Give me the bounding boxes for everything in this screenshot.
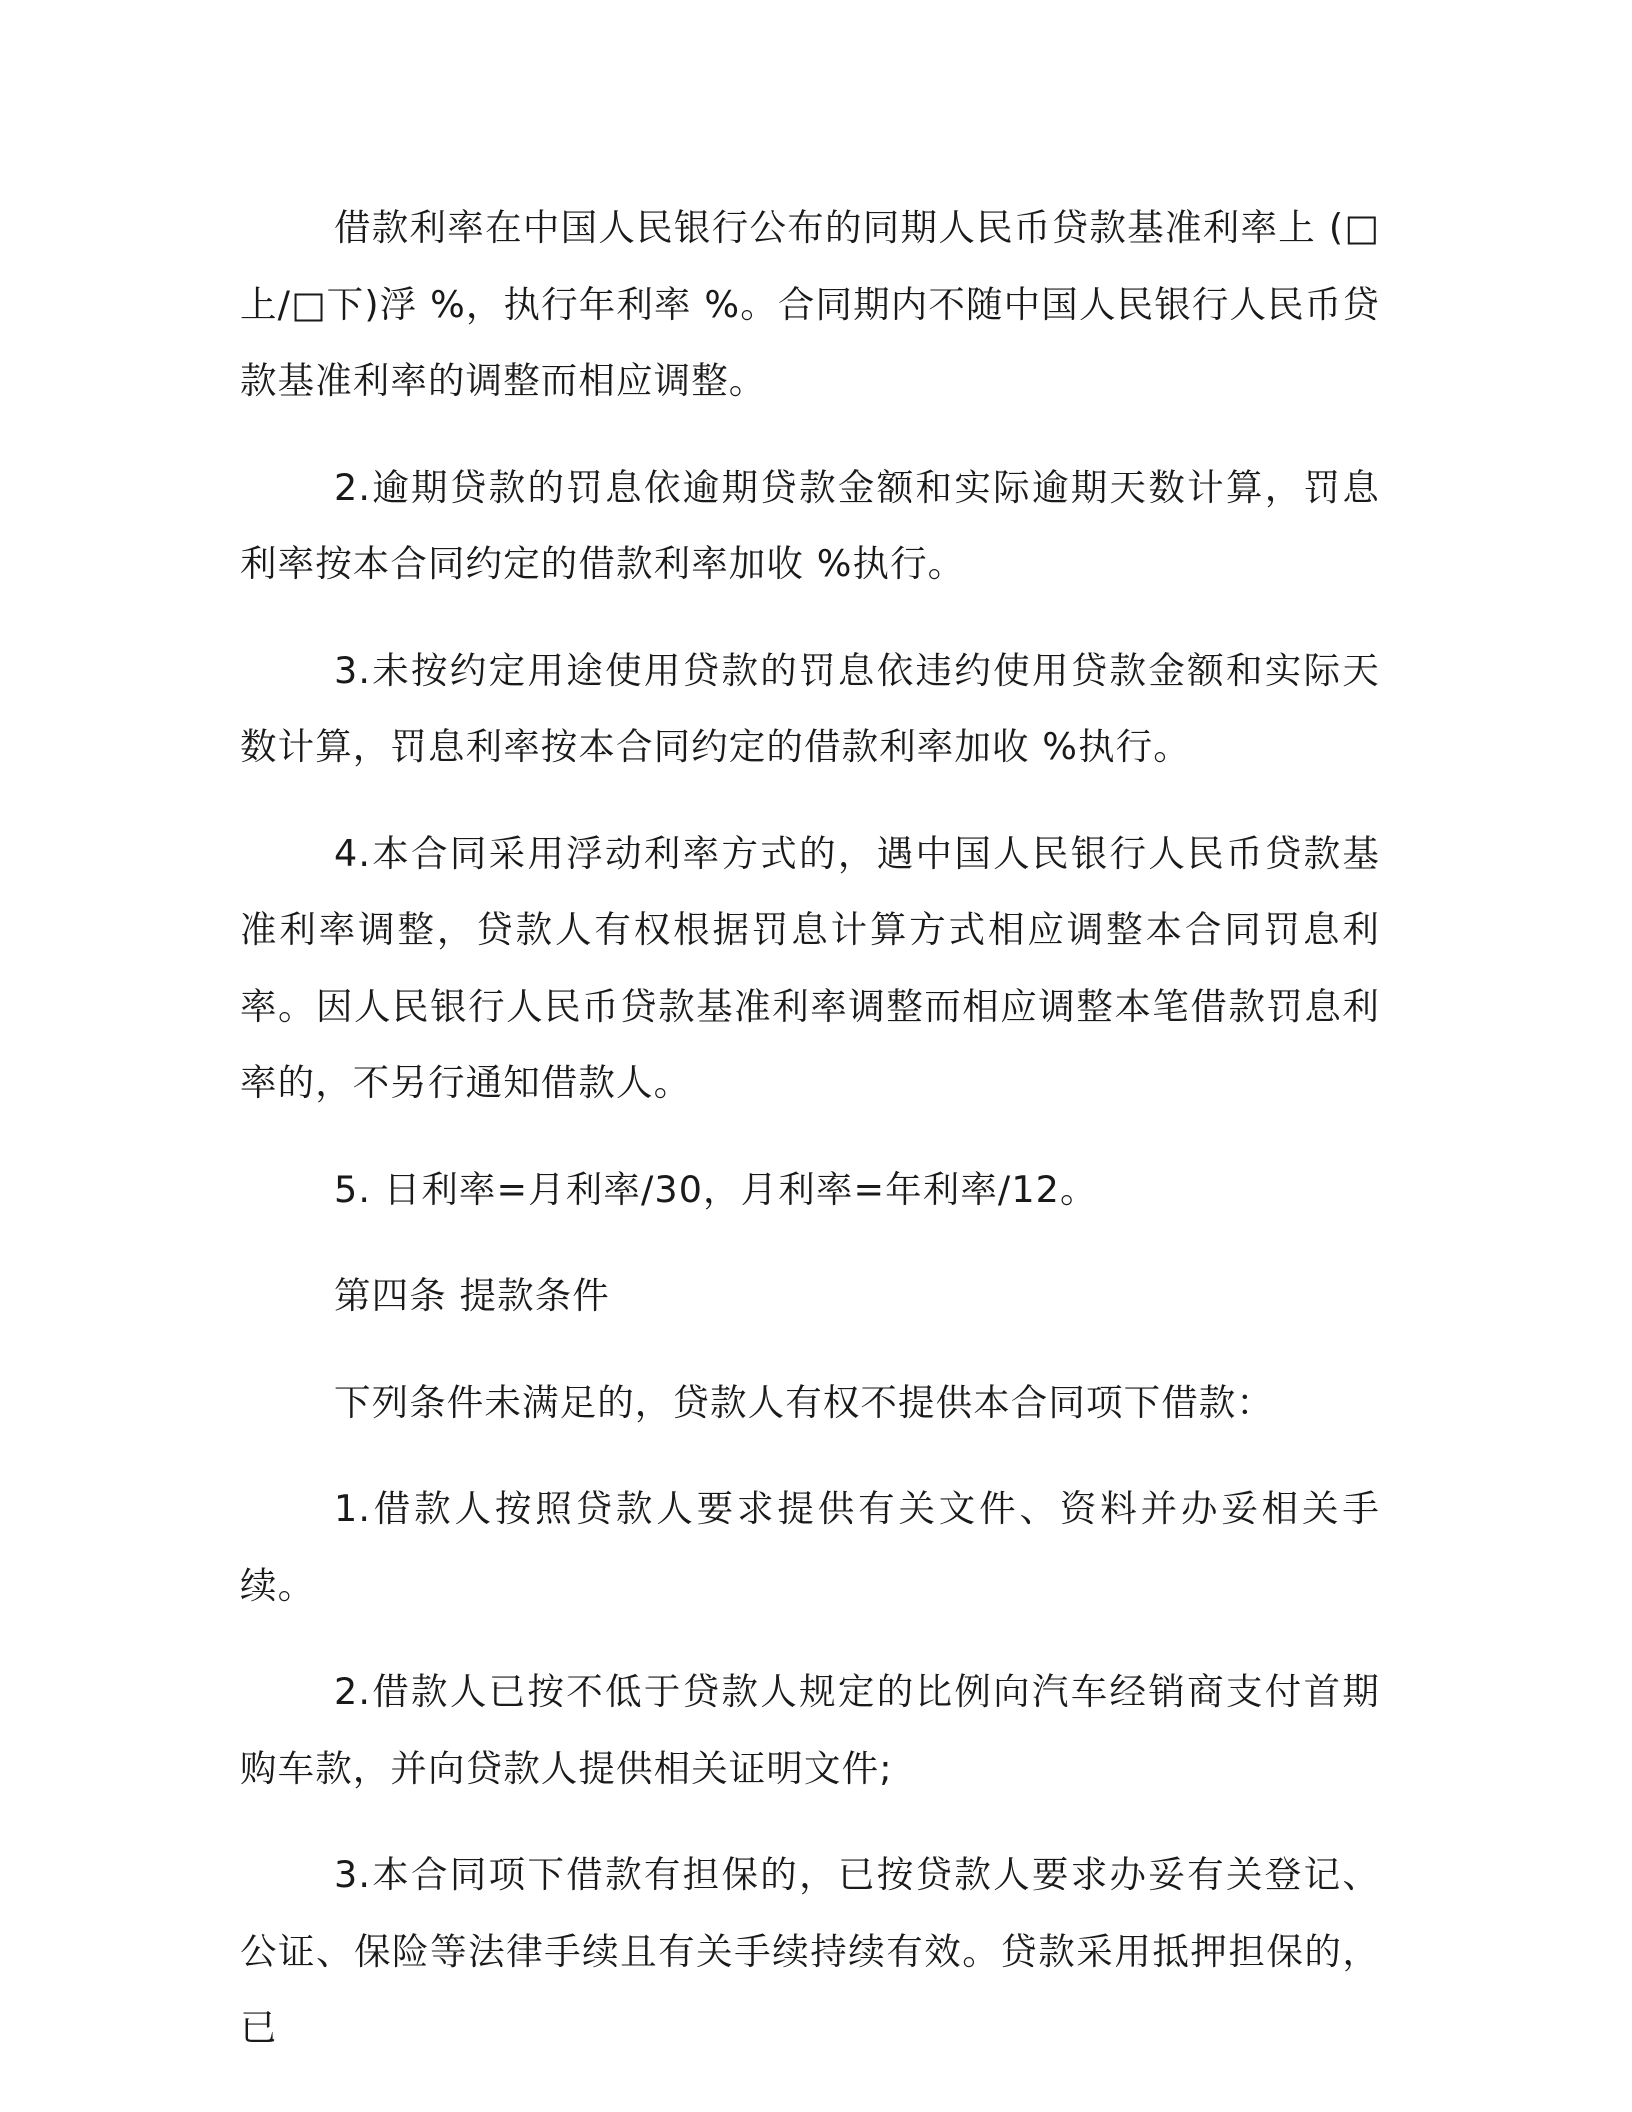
- paragraph-gap: [240, 1441, 1380, 1471]
- document-page: [240, 190, 1380, 2067]
- paragraph-gap: [240, 420, 1380, 450]
- paragraph-misuse-penalty: 3.未按约定用途使用贷款的罚息依违约使用贷款金额和实际天数计算，罚息利率按本合同约定的借款利率加收 %执行。: [240, 648, 1380, 768]
- paragraph-condition-2: 2.借款人已按不低于贷款人规定的比例向汽车经销商支付首期购车款，并向贷款人提供相关证明文件;: [240, 1670, 1380, 1790]
- paragraph-gap: [240, 603, 1380, 633]
- paragraph-gap: [240, 1228, 1380, 1258]
- paragraph-condition-3: 3.本合同项下借款有担保的，已按贷款人要求办妥有关登记、公证、保险等法律手续且有关手续持续有效。贷款采用抵押担保的，已: [240, 1853, 1380, 2049]
- paragraph-gap: [240, 1122, 1380, 1152]
- paragraph-gap: [240, 1807, 1380, 1837]
- paragraph-gap: [240, 1624, 1380, 1654]
- paragraph-floating-rate: 4.本合同采用浮动利率方式的，遇中国人民银行人民币贷款基准利率调整，贷款人有权根据罚息计算方式相应调整本合同罚息利率。因人民银行人民币贷款基准利率调整而相应调整本笔借款罚息利率的，不另行通知借款人。: [240, 831, 1380, 1104]
- paragraph-gap: [240, 786, 1380, 816]
- paragraph-interest-rate: 借款利率在中国人民银行公布的同期人民币贷款基准利率上 (□上/□下)浮 %，执行年利率 %。合同期内不随中国人民银行人民币贷款基准利率的调整而相应调整。: [240, 206, 1380, 402]
- paragraph-gap: [240, 1335, 1380, 1365]
- paragraph-overdue-penalty: 2.逾期贷款的罚息依逾期贷款金额和实际逾期天数计算，罚息利率按本合同约定的借款利率加收 %执行。: [240, 465, 1380, 585]
- paragraph-conditions-intro: 下列条件未满足的，贷款人有权不提供本合同项下借款：: [334, 1380, 1274, 1424]
- paragraph-daily-rate: 5. 日利率=月利率/30，月利率=年利率/12。: [334, 1167, 1098, 1211]
- paragraph-condition-1: 1.借款人按照贷款人要求提供有关文件、资料并办妥相关手续。: [240, 1487, 1380, 1607]
- section-heading-article-4: 第四条 提款条件: [334, 1274, 610, 1317]
